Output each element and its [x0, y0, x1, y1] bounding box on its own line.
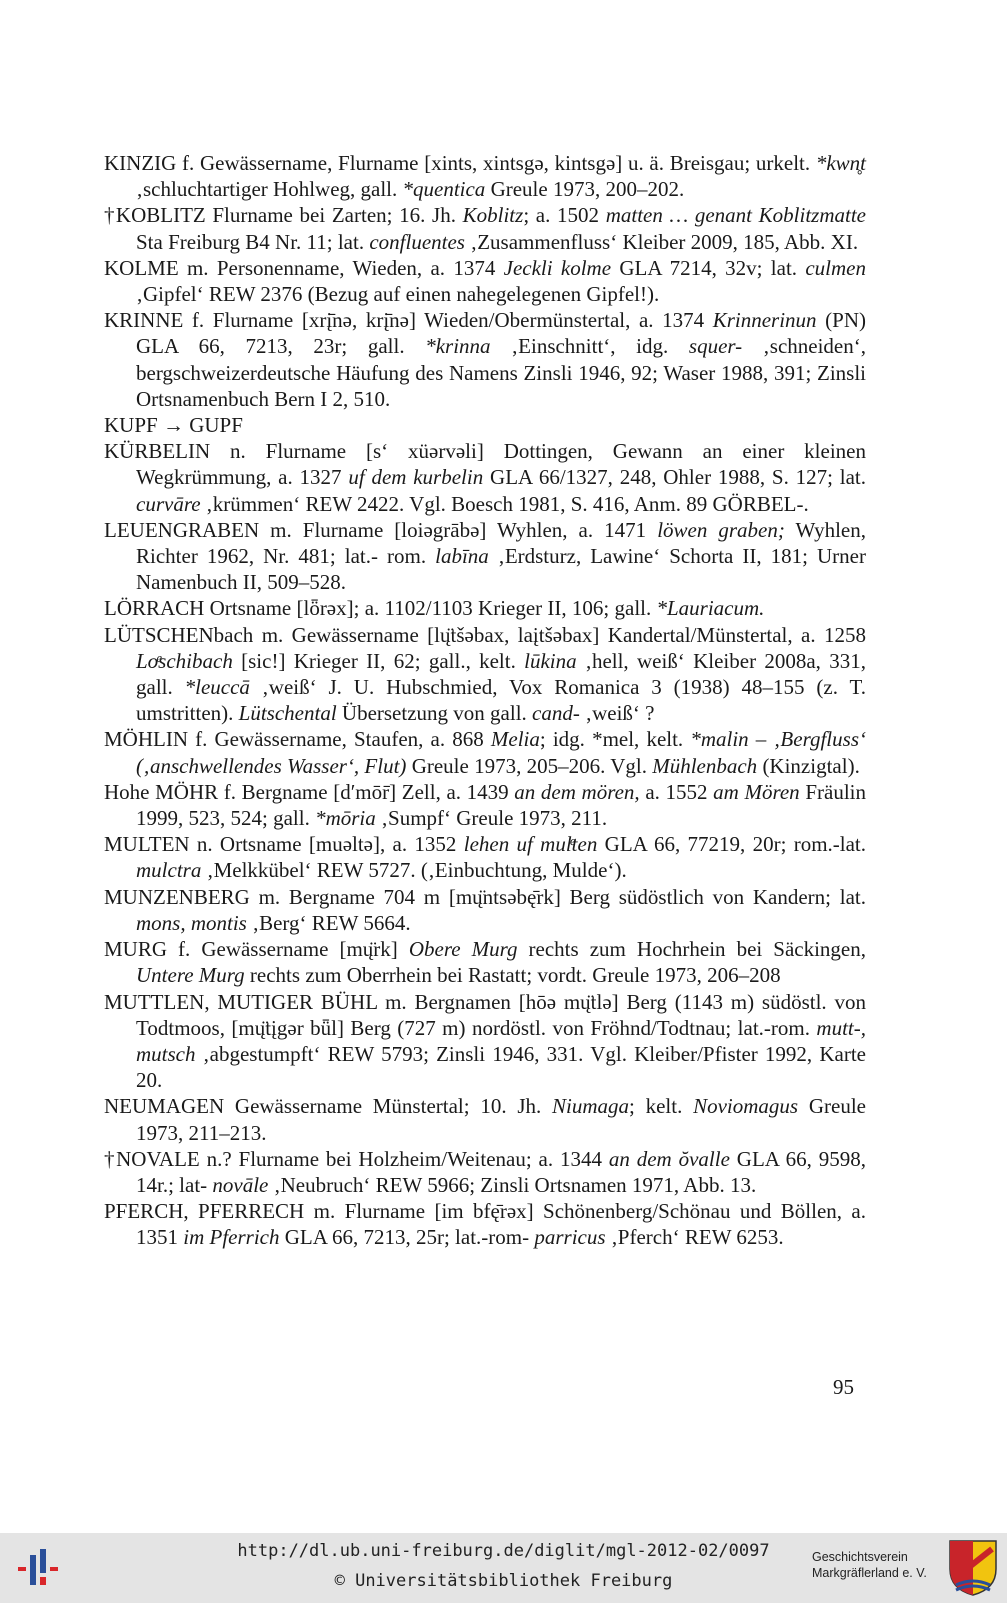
entry-koblitz: [104, 202, 866, 254]
entry-italic: cand-: [532, 701, 580, 726]
coat-of-arms-icon[interactable]: [948, 1539, 998, 1597]
entry-pferch: [104, 1198, 866, 1250]
entry-text: ‚Einschnitt‘, idg.: [490, 334, 689, 359]
entry-text: (PN) GLA 66, 7213, 23r; gall.: [136, 308, 866, 359]
entry-text: KUPF → GUPF: [104, 413, 243, 438]
entry-italic: squer-: [688, 334, 743, 359]
entry-text: a. 1552: [639, 779, 714, 804]
entry-italic: an dem ŏvalle: [608, 1146, 730, 1171]
entry-text: GLA 7214, 32v; lat.: [611, 255, 806, 280]
entry-italic: parricus: [534, 1225, 606, 1250]
entry-luetschenbach: [104, 622, 866, 727]
entry-text: †NOVALE n.? Flurname bei Holzheim/Weitenau; a. 1344: [104, 1146, 609, 1171]
entry-text: Greule 1973, 211–213.: [136, 1094, 866, 1145]
entry-text: ‚weiß‘ J. U. Hubschmied, Vox Romanica 3 (1938) 48–155 (z. T. umstritten).: [136, 675, 866, 726]
entry-italic: mons, montis: [136, 910, 247, 935]
entry-italic: im Pferrich: [183, 1225, 280, 1250]
entry-text: (Kinzigtal).: [757, 753, 860, 778]
entry-text: MUTTLEN, MUTIGER BÜHL m. Bergnamen [hōə mų̈tlə] Berg (1143 m) südöstl. von Todtmoos, [mų̈tįgər bǖl] Berg (727 m) nordöstl. von Fröhnd/Todtnau; lat.-rom.: [104, 989, 866, 1040]
entry-murg: [104, 936, 866, 988]
entry-text: GLA 66, 77219, 20r; rom.-lat.: [597, 832, 867, 857]
entry-text: ‚Sumpf‘ Greule 1973, 211.: [375, 806, 608, 831]
entry-italic: uf dem kurbelin: [348, 465, 484, 490]
entry-neumagen: [104, 1093, 866, 1145]
society-line-1: Geschichtsverein: [812, 1550, 908, 1564]
entry-italic: Loͤschibach: [136, 648, 233, 673]
entry-italic: labīna: [435, 544, 489, 569]
entry-italic: matten … genant Koblitzmatte: [605, 203, 866, 228]
entry-text: Greule 1973, 205–206. Vgl.: [406, 753, 653, 778]
entry-text: Sta Freiburg B4 Nr. 11; lat.: [136, 229, 370, 254]
entry-kinzig: [104, 150, 866, 202]
entry-text: LÖRRACH Ortsname [lȫrəx]; a. 1102/1103 Krieger II, 106; gall.: [104, 596, 657, 621]
entry-text: PFERCH, PFERRECH m. Flurname [im bfę̄rəx] Schönenberg/Schönau und Böllen, a. 1351: [104, 1199, 866, 1250]
entry-text: GLA 66/1327, 248, Ohler 1988, S. 127; lat.: [483, 465, 866, 490]
entry-text: ; a. 1502: [523, 203, 606, 228]
society-line-2: Markgräflerland e. V.: [812, 1566, 927, 1580]
entry-italic: *krinna: [425, 334, 491, 359]
entry-text: KINZIG f. Gewässername, Flurname [xints, xintsgə, kintsgə] u. ä. Breisgau; urkelt.: [104, 151, 816, 175]
copyright-notice: © Universitätsbibliothek Freiburg: [334, 1571, 673, 1591]
entry-text: ‚Gipfel‘ REW 2376 (Bezug auf einen nahegelegenen Gipfel!).: [136, 282, 660, 307]
entry-text: ; kelt.: [629, 1094, 694, 1119]
entry-text: rechts zum Hochrhein bei Säckingen,: [517, 937, 866, 962]
entry-text: ‚Berg‘ REW 5664.: [246, 910, 411, 935]
entry-italic: Melia: [490, 727, 540, 752]
entry-text: KRINNE f. Flurname [xrį̄nə, krį̄nə] Wieden/Obermünstertal, a. 1374: [104, 308, 713, 333]
entry-italic: Untere Murg: [136, 963, 245, 988]
entry-text: ‚schneiden‘, bergschweizerdeutsche Häufung des Namens Zinsli 1946, 92; Waser 1988, 391; Zinsli Ortsnamenbuch Bern I 2, 510.: [136, 334, 866, 411]
entry-text: ‚weiß‘ ?: [579, 701, 655, 726]
entry-text: Fräulin 1999, 523, 524; gall.: [136, 779, 866, 831]
entry-italic: *mōria: [315, 806, 376, 831]
entry-italic: Lütschental: [238, 701, 337, 726]
entry-text: MULTEN n. Ortsname [muəltə], a. 1352: [104, 832, 464, 857]
entry-munzenberg: [104, 884, 866, 936]
digitization-footer: [0, 1533, 1007, 1603]
entry-italic: Noviomagus: [693, 1094, 799, 1119]
entry-italic: mutt-, mutsch: [136, 1015, 866, 1066]
entry-text: Übersetzung von gall.: [336, 701, 533, 726]
entry-text: MUNZENBERG m. Bergname 704 m [mų̈ntsəbę̄rk] Berg südöstlich von Kandern; lat.: [104, 884, 866, 909]
entry-text: Hohe MÖHR f. Bergname [d′mōr̄] Zell, a. 1439: [104, 779, 515, 804]
dictionary-entries: [104, 150, 866, 1251]
society-name: [812, 1549, 927, 1581]
entry-text: GLA 66, 9598, 14r.; lat-: [136, 1146, 867, 1197]
entry-italic: löwen graben;: [657, 517, 785, 542]
entry-text: †KOBLITZ Flurname bei Zarten; 16. Jh.: [104, 203, 463, 228]
entry-text: MURG f. Gewässername [mų̈rk]: [104, 937, 409, 962]
entry-text: Greule 1973, 200–202.: [485, 177, 685, 202]
entry-text: GLA 66, 7213, 25r; lat.-rom-: [279, 1225, 535, 1250]
entry-italic: Niumaga: [552, 1094, 630, 1119]
entry-italic: culmen: [805, 255, 866, 280]
entry-text: ‚Neubruch‘ REW 5966; Zinsli Ortsnamen 1971, Abb. 13.: [268, 1172, 757, 1197]
permalink-url[interactable]: http://dl.ub.uni-freiburg.de/diglit/mgl-2012-02/0097: [237, 1541, 770, 1561]
entry-italic: curvāre: [136, 491, 201, 516]
entry-kolme: [104, 255, 866, 307]
entry-italic: confluentes: [369, 229, 465, 254]
entry-italic: Jeckli kolme: [503, 255, 612, 280]
entry-loerrach: [104, 595, 866, 621]
entry-text: KÜRBELIN n. Flurname [s‘ xüərvəli] Dottingen, Gewann an einer kleinen Wegkrümmung, a. 1327: [104, 439, 866, 490]
entry-italic: Mühlenbach: [652, 753, 758, 778]
entry-italic: an dem mören,: [514, 779, 640, 804]
entry-italic: mulctra: [136, 858, 202, 883]
entry-text: LÜTSCHENbach m. Gewässername [lų̈tšəbax, laįtšəbax] Kandertal/Münstertal, a. 1258: [104, 622, 866, 647]
entry-text: KOLME m. Personenname, Wieden, a. 1374: [104, 255, 504, 280]
entry-text: NEUMAGEN Gewässername Münstertal; 10. Jh.: [104, 1094, 553, 1119]
entry-krinne: [104, 307, 866, 412]
entry-italic: *quentica: [402, 177, 486, 202]
entry-moehlin: [104, 726, 866, 778]
entry-italic: Krinnerinun: [712, 308, 817, 333]
entry-italic: Obere Murg: [408, 937, 518, 962]
entry-italic: *Lauriacum.: [656, 596, 765, 621]
entry-text: ‚schluchtartiger Hohlweg, gall.: [136, 177, 403, 202]
entry-multen: [104, 831, 866, 883]
entry-text: LEUENGRABEN m. Flurname [loiəgrābə] Wyhlen, a. 1471: [104, 517, 658, 542]
entry-text: ; idg. *mel, kelt.: [539, 727, 691, 752]
entry-text: ‚krümmen‘ REW 2422. Vgl. Boesch 1981, S. 416, Anm. 89 GÖRBEL-.: [200, 491, 809, 516]
entry-italic: Koblitz: [462, 203, 524, 228]
entry-text: MÖHLIN f. Gewässername, Staufen, a. 868: [104, 727, 491, 752]
entry-muttlen: [104, 989, 866, 1094]
entry-text: ‚hell, weiß‘ Kleiber 2008a, 331, gall.: [136, 648, 866, 700]
entry-italic: *leuccā: [184, 675, 250, 700]
entry-hohe-moehr: [104, 779, 866, 831]
entry-text: ‚abgestumpft‘ REW 5793; Zinsli 1946, 331. Vgl. Kleiber/Pfister 1992, Karte 20.: [136, 1041, 866, 1093]
entry-text: Wyhlen, Richter 1962, Nr. 481; lat.- rom.: [136, 517, 866, 569]
entry-text: rechts zum Oberrhein bei Rastatt; vordt. Greule 1973, 206–208: [244, 963, 781, 988]
entry-text: ‚Melkkübel‘ REW 5727. (‚Einbuchtung, Mulde‘).: [201, 858, 627, 883]
entry-text: ‚Pferch‘ REW 6253.: [605, 1225, 784, 1250]
entry-italic: *kwn̥t: [815, 151, 866, 175]
entry-leuengraben: [104, 517, 866, 596]
page-number: 95: [833, 1375, 854, 1399]
entry-italic: *malin – ‚Bergfluss‘ (‚anschwellendes Wasser‘, Flut): [136, 727, 866, 778]
entry-text: ‚Erdsturz, Lawine‘ Schorta II, 181; Urner Namenbuch II, 509–528.: [136, 544, 866, 595]
entry-text: ‚Zusammenfluss‘ Kleiber 2009, 185, Abb. XI.: [464, 229, 859, 254]
entry-novale: [104, 1146, 866, 1198]
entry-kupf: [104, 412, 866, 438]
entry-italic: lehen uf mulͤten: [463, 832, 598, 857]
entry-text: [sic!] Krieger II, 62; gall., kelt.: [232, 648, 525, 673]
entry-kuerbelin: [104, 438, 866, 517]
entry-italic: lūkina: [524, 648, 577, 673]
entry-italic: novāle: [212, 1172, 269, 1197]
entry-italic: am Mören: [713, 779, 800, 804]
